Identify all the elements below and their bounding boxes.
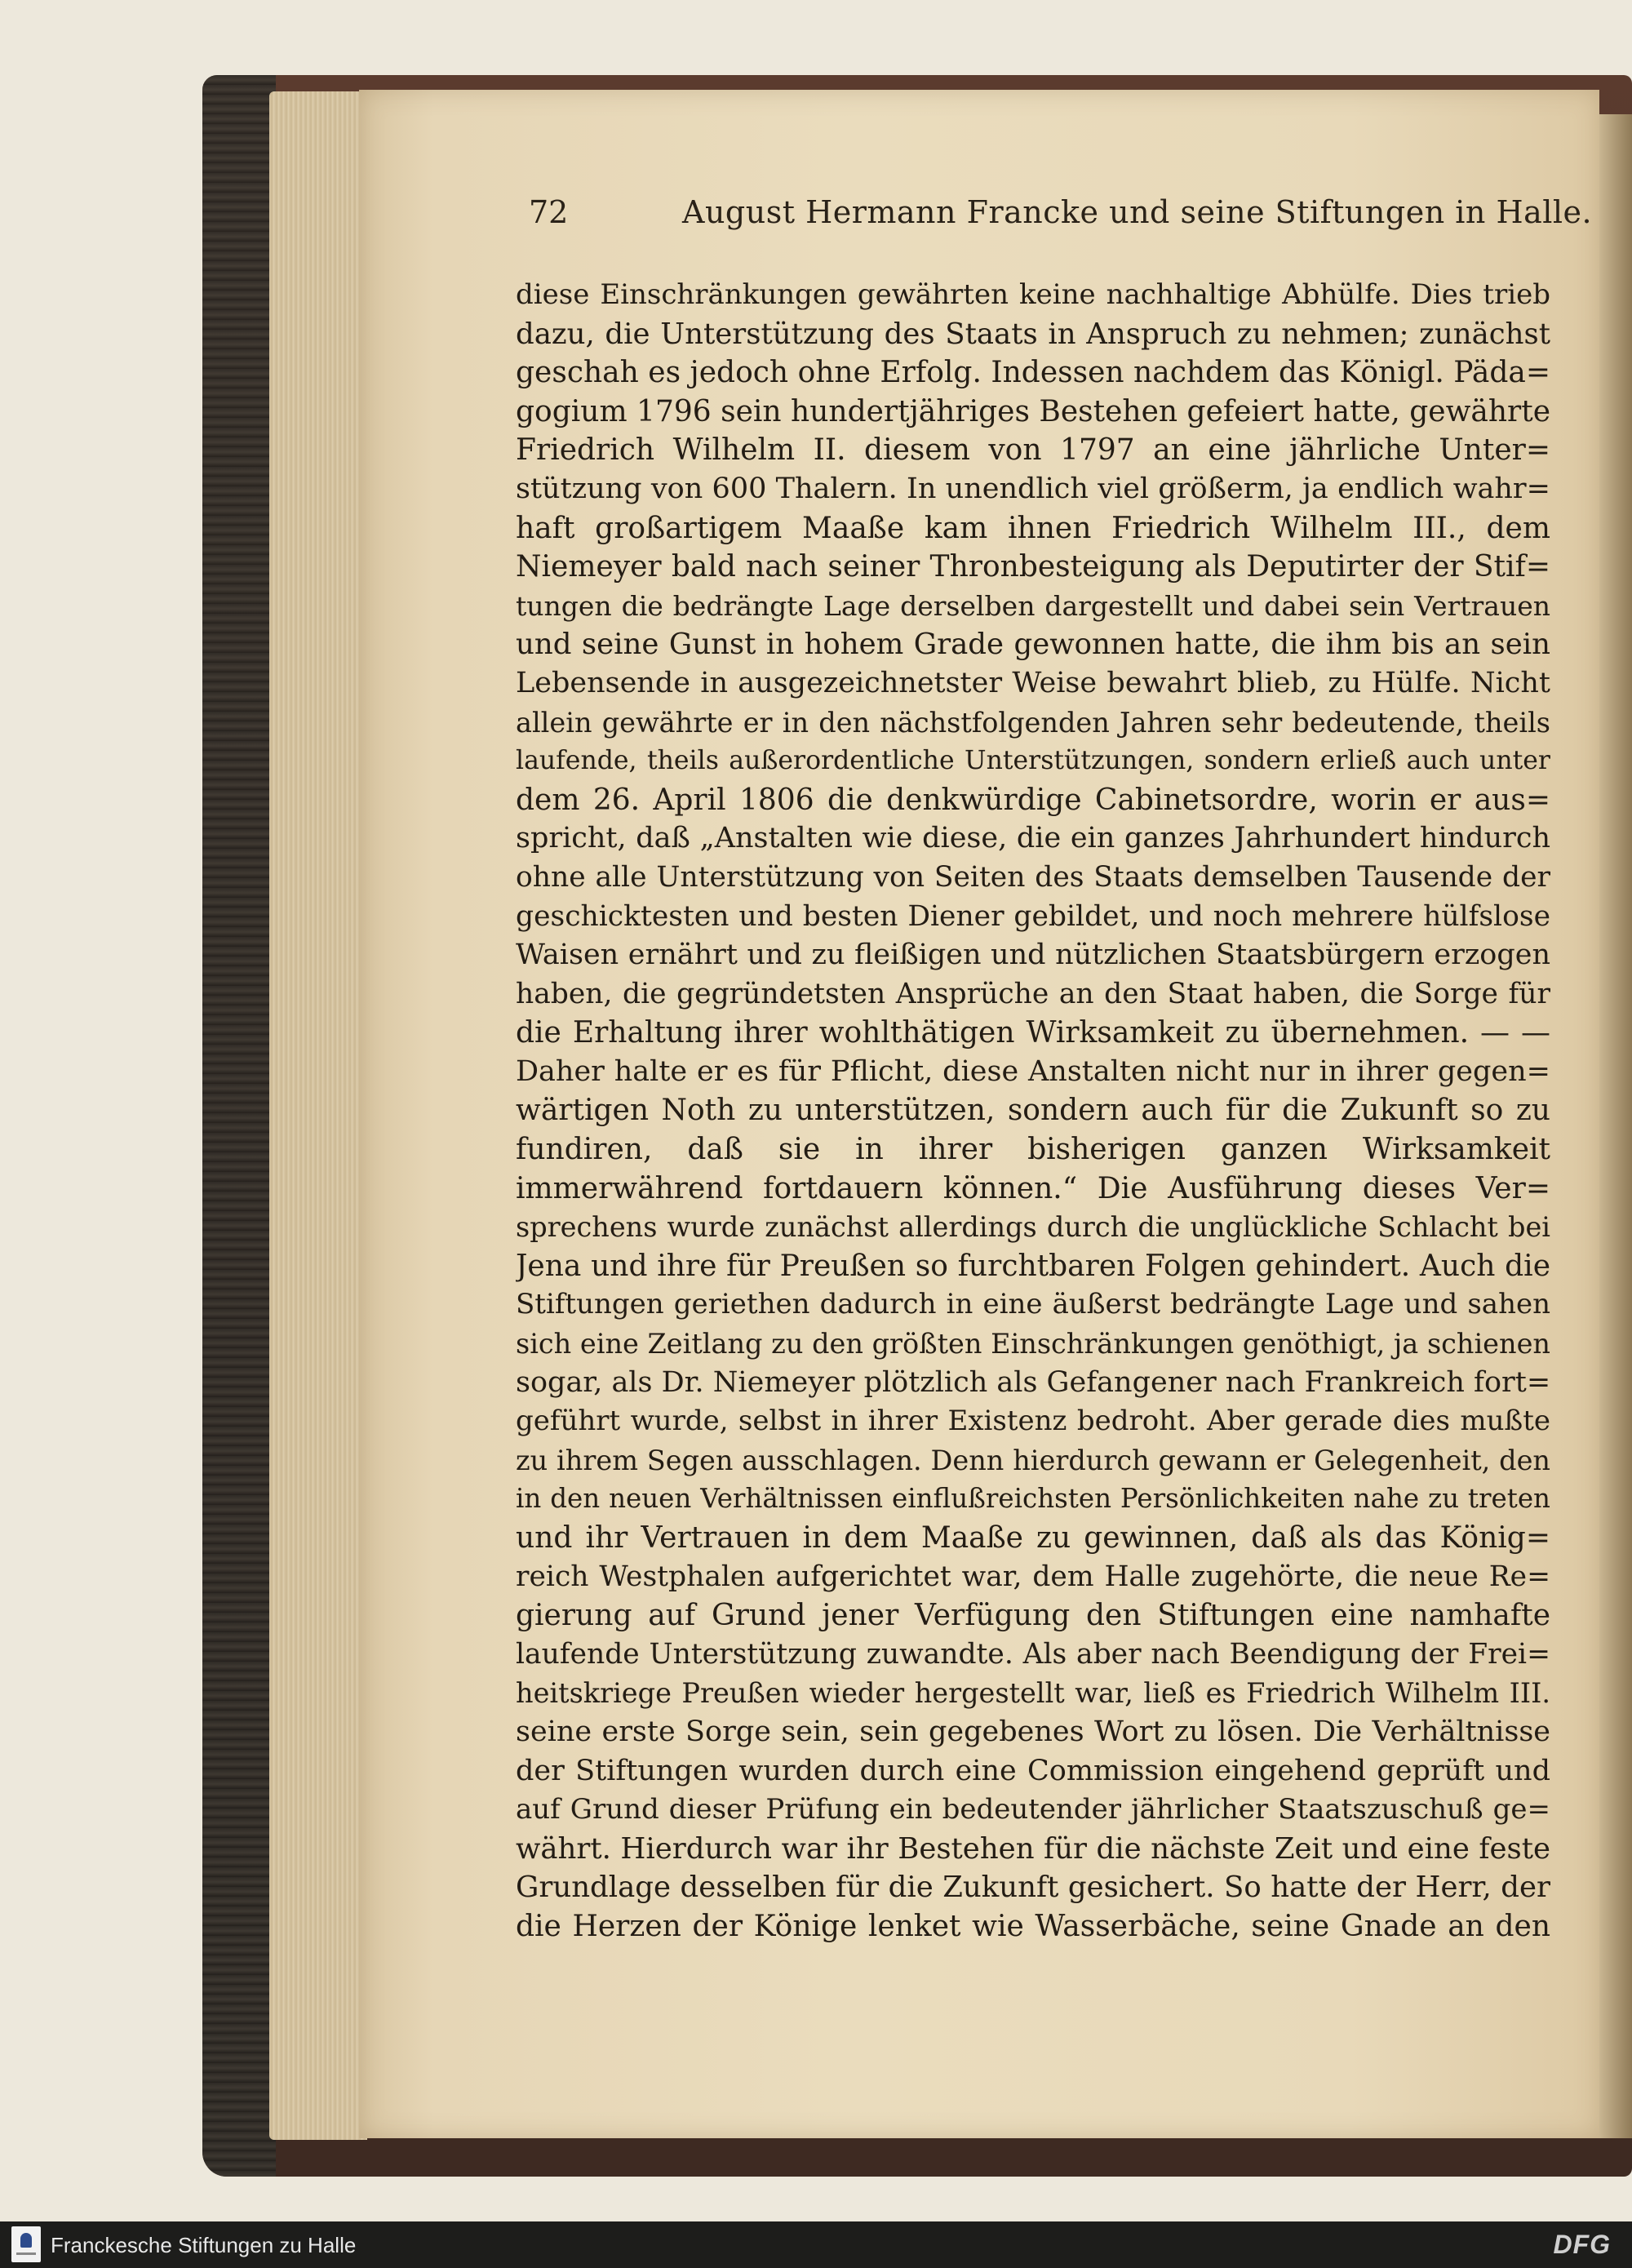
text-line: sprechens wurde zunächst allerdings durch die unglückliche Schlacht bei [516,1211,1550,1244]
institution-name: Franckesche Stiftungen zu Halle [51,2233,357,2257]
text-line: die Erhaltung ihrer wohlthätigen Wirksamkeit zu übernehmen. — — [516,1016,1550,1050]
facing-page-edge [1599,114,1632,2138]
institution-logo-icon [11,2226,41,2262]
text-line: stützung von 600 Thalern. In unendlich viel größerm, ja endlich wahr= [516,472,1550,505]
text-line: Niemeyer bald nach seiner Thronbesteigung als Deputirter der Stif= [516,550,1550,584]
dfg-logo: DFG [1553,2230,1611,2259]
text-line: und ihr Vertrauen in dem Maaße zu gewinnen, daß als das König= [516,1521,1550,1555]
text-line: fundiren, daß sie in ihrer bisherigen ganzen Wirksamkeit [516,1133,1550,1167]
text-line: Lebensende in ausgezeichnetster Weise bewahrt blieb, zu Hülfe. Nicht [516,666,1550,699]
text-line: Jena und ihre für Preußen so furchtbaren Folgen gehindert. Auch die [516,1249,1550,1283]
text-line: haft großartigem Maaße kam ihnen Friedrich Wilhelm III., dem [516,511,1550,545]
text-line: währt. Hierdurch war ihr Bestehen für die nächste Zeit und eine feste [516,1831,1550,1866]
text-line: allein gewährte er in den nächstfolgenden Jahren sehr bedeutende, theils [516,706,1550,739]
page-stack [269,91,367,2140]
text-line: seine erste Sorge sein, sein gegebenes Wort zu lösen. Die Verhältnisse [516,1715,1550,1748]
text-line: heitskriege Preußen wieder hergestellt war, ließ es Friedrich Wilhelm III. [516,1677,1550,1710]
text-line: geführt wurde, selbst in ihrer Existenz bedroht. Aber gerade dies mußte [516,1405,1550,1438]
text-line: auf Grund dieser Prüfung ein bedeutender jährlicher Staatszuschuß ge= [516,1793,1550,1826]
text-line: sich eine Zeitlang zu den größten Einschränkungen genöthigt, ja schienen [516,1328,1550,1360]
text-line: immerwährend fortdauern können.“ Die Ausführung dieses Ver= [516,1171,1550,1205]
text-line: tungen die bedrängte Lage derselben dargestellt und dabei sein Vertrauen [516,589,1550,622]
text-line: in den neuen Verhältnissen einflußreichsten Persönlichkeiten nahe zu treten [516,1483,1550,1515]
text-line: Daher halte er es für Pflicht, diese Anstalten nicht nur in ihrer gegen= [516,1054,1550,1088]
text-line: ohne alle Unterstützung von Seiten des Staats demselben Tausende der [516,860,1550,894]
running-head: August Hermann Francke und seine Stiftungen in Halle. [682,194,1593,230]
text-line: haben, die gegründetsten Ansprüche an den Staat haben, die Sorge für [516,977,1550,1010]
text-line: sogar, als Dr. Niemeyer plötzlich als Gefangener nach Frankreich fort= [516,1365,1550,1399]
text-line: die Herzen der Könige lenket wie Wasserbäche, seine Gnade an den [516,1909,1550,1943]
text-line: geschah es jedoch ohne Erfolg. Indessen nachdem das Königl. Päda= [516,356,1550,390]
text-line: gogium 1796 sein hundertjähriges Bestehen gefeiert hatte, gewährte [516,394,1550,428]
text-line: laufende Unterstützung zuwandte. Als aber nach Beendigung der Frei= [516,1637,1550,1671]
body-text [516,276,1550,1946]
text-line: wärtigen Noth zu unterstützen, sondern auch für die Zukunft so zu [516,1094,1550,1128]
viewer-footer [0,2221,1632,2268]
text-line: geschicktesten und besten Diener gebildet, und noch mehrere hülfslose [516,899,1550,933]
text-line: der Stiftungen wurden durch eine Commission eingehend geprüft und [516,1754,1550,1787]
text-line: Grundlage desselben für die Zukunft gesichert. So hatte der Herr, der [516,1871,1550,1905]
text-line: Friedrich Wilhelm II. diesem von 1797 an eine jährliche Unter= [516,433,1550,468]
text-line: dazu, die Unterstützung des Staats in Anspruch zu nehmen; zunächst [516,317,1550,351]
text-line: spricht, daß „Anstalten wie diese, die ein ganzes Jahrhundert hindurch [516,822,1550,855]
page-number: 72 [529,194,569,230]
text-line: laufende, theils außerordentliche Unterstützungen, sondern erließ auch unter [516,746,1550,776]
text-line: und seine Gunst in hohem Grade gewonnen hatte, die ihm bis an sein [516,628,1550,662]
text-line: zu ihrem Segen ausschlagen. Denn hierdurch gewann er Gelegenheit, den [516,1444,1550,1476]
book-spine-edge [202,75,276,2177]
text-line: gierung auf Grund jener Verfügung den Stiftungen eine namhafte [516,1599,1550,1633]
text-line: reich Westphalen aufgerichtet war, dem Halle zugehörte, die neue Re= [516,1560,1550,1593]
text-line: Stiftungen geriethen dadurch in eine äußerst bedrängte Lage und sahen [516,1288,1550,1321]
text-line: Waisen ernährt und zu fleißigen und nützlichen Staatsbürgern erzogen [516,939,1550,972]
text-line: diese Einschränkungen gewährten keine nachhaltige Abhülfe. Dies trieb [516,278,1550,311]
page-header [529,194,1593,243]
text-line: dem 26. April 1806 die denkwürdige Cabinetsordre, worin er aus= [516,783,1550,817]
